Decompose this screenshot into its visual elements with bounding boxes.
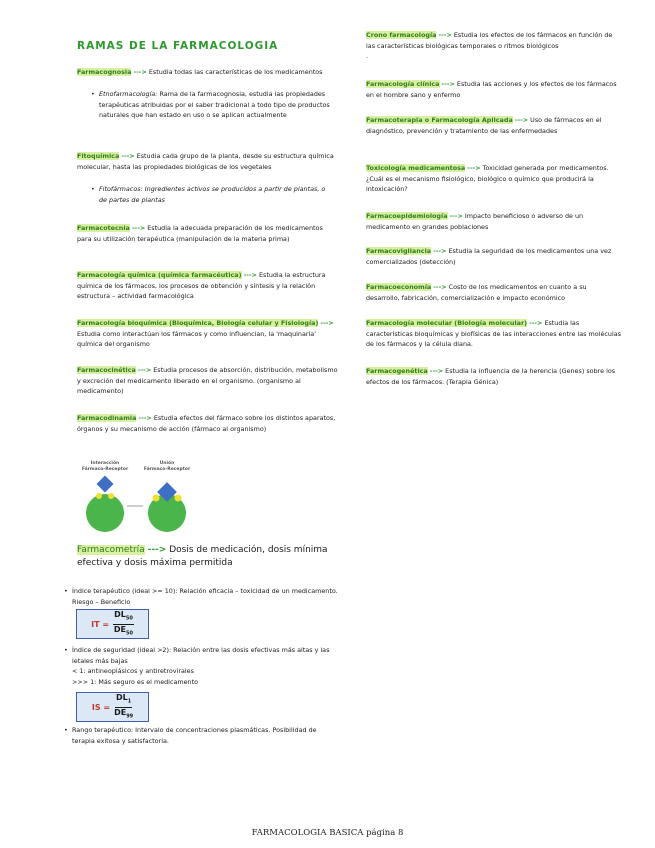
- term: Farmacología química (química farmacéutica): [77, 271, 242, 279]
- figure-label: Unión: [159, 461, 175, 466]
- term: Farmacodinamia: [77, 414, 137, 422]
- bullet-extra: < 1: antineoplásicos y antiretrovirales: [72, 667, 194, 676]
- term: Farmacoeconomía: [366, 283, 432, 291]
- arrow: --->: [433, 283, 447, 291]
- term: Fitofármacos:: [99, 185, 143, 193]
- term: Farmacogenética: [366, 367, 428, 375]
- figure-label: Fármaco-Receptor: [81, 467, 129, 472]
- figure-label: Fármaco-Receptor: [143, 467, 191, 472]
- description: Estudia los efectos de los fármacos en función de las características biológicas temporales o ritmos biológicos: [366, 31, 613, 50]
- description: Ingredientes activos se producidos a partir de plantas, o de partes de plantas: [99, 185, 326, 204]
- description: Estudia las acciones y los efectos de los fármacos en el hombre sano y enfermo: [366, 80, 617, 99]
- sub-fitofarmacos: [77, 184, 329, 205]
- binding-site-icon: [175, 495, 182, 502]
- receptor-circle-icon: [86, 494, 124, 532]
- drug-receptor-figure: [77, 458, 197, 533]
- entry-crono-farmacologia: [366, 30, 622, 62]
- description: Impacto beneficioso o adverso de un medicamento en grandes poblaciones: [366, 212, 584, 231]
- description: Rama de la farmacognosia, estudia las propiedades terapéuticas atribuidas por el saber tradicional a todo tipo de productos naturales que han estado en uso o se aplican actualmente: [99, 90, 330, 120]
- entry-farmacovigilancia: [366, 246, 622, 267]
- formula-it: [76, 609, 149, 639]
- drug-diamond-icon: [97, 476, 114, 493]
- formula-fraction: [114, 693, 133, 721]
- term: Etnofarmacología:: [99, 90, 158, 98]
- numerator-sub: 50: [125, 615, 133, 622]
- arrow: --->: [449, 212, 463, 220]
- page-title: RAMAS DE LA FARMACOLOGIA: [77, 40, 279, 52]
- arrow: --->: [243, 271, 257, 279]
- entry-farmacologia-clinica: [366, 79, 622, 100]
- term: Toxicología medicamentosa: [366, 164, 466, 172]
- binding-site-icon: [96, 493, 102, 499]
- entry-farmacognosia: [77, 67, 339, 78]
- trailing-mark: .: [366, 52, 369, 61]
- description: Estudia las características bioquímicas y biofísicas de las interacciones entre las moléculas de los fármacos y la célula diana.: [366, 319, 621, 349]
- arrow: --->: [320, 319, 334, 327]
- entry-farmacologia-molecular: [366, 318, 622, 350]
- term: Farmacometría: [77, 545, 145, 555]
- term: Farmacocinética: [77, 366, 136, 374]
- description: Estudia la adecuada preparación de los medicamentos para su utilización terapéutica (manipulación de la materia prima): [77, 224, 323, 243]
- arrow: --->: [438, 31, 452, 39]
- description: Estudia efectos del fármaco sobre los distintos aparatos, órganos y su mecanismo de acción (fármaco al organismo): [77, 414, 336, 433]
- description: Estudia como interactúan los fármacos y como influencian, la 'maquinaria' química del organismo: [77, 329, 316, 349]
- description: Costo de los medicamentos en cuanto a su desarrollo, fabricación, comercialización e impacto económico: [366, 283, 587, 302]
- bullet-icon: •: [91, 185, 95, 193]
- term: Crono farmacología: [366, 31, 437, 39]
- page-footer: FARMACOLOGIA BASICA página 8: [251, 828, 404, 838]
- entry-farmacologia-bioquimica: [77, 318, 339, 350]
- description: Estudia procesos de absorción, distribución, metabolismo y excreción del medicamento liberado en el organismo. (organismo al medicamento): [77, 366, 338, 396]
- bullet-icon: •: [64, 646, 68, 654]
- entry-farmacoeconomia: [366, 282, 622, 303]
- arrow: --->: [467, 164, 481, 172]
- arrow: --->: [514, 116, 529, 124]
- entry-farmacodinamia: [77, 413, 339, 434]
- entry-farmacotecnia: [77, 223, 339, 244]
- bullet-text: Rango terapéutico: Intervalo de concentraciones plasmáticas. Posibilidad de terapia exitosa y satisfactoria.: [72, 726, 317, 745]
- description: Toxicidad generada por medicamentos. ¿Cuál es el mecanismo fisiológico, biológico o químico que producirá la intoxicación?: [366, 164, 609, 194]
- term: Farmacología molecular (Biología molecular): [366, 319, 528, 327]
- term: Farmacoepidemiología: [366, 212, 448, 220]
- term: Farmacoterapia o Farmacología Aplicada: [366, 116, 513, 124]
- arrow: --->: [429, 367, 444, 375]
- denominator: DE: [113, 624, 127, 634]
- description: Estudia cada grupo de la planta, desde su estructura química molecular, hasta las propiedades biológicas de los vegetales: [77, 152, 334, 171]
- denominator-sub: 50: [126, 630, 133, 637]
- term: Farmacovigilancia: [366, 247, 432, 255]
- entry-farmacogenetica: [366, 366, 622, 387]
- term: Farmacotecnia: [77, 224, 130, 232]
- binding-site-icon: [108, 493, 114, 499]
- formula-lhs: IT =: [91, 619, 110, 629]
- numerator: DL: [116, 692, 128, 702]
- bullet-extra: >>> 1: Más seguro es el medicamento: [72, 677, 199, 686]
- bullet-indice-terapeutico: [64, 586, 340, 607]
- arrow: --->: [121, 152, 135, 160]
- entry-farmacologia-quimica: [77, 270, 339, 302]
- description: Estudia la estructura química de los fármacos, los procesos de obtención y síntesis y la relación estructura – actividad farmacológica: [77, 271, 326, 301]
- figure-label: Interacción: [90, 461, 120, 466]
- arrow: --->: [131, 224, 146, 232]
- arrow: --->: [133, 68, 147, 76]
- arrow: --->: [441, 80, 455, 88]
- formula-lhs: IS =: [91, 702, 111, 712]
- sub-etnofarmacologia: [77, 89, 339, 121]
- description: Estudia la influencia de la herencia (Genes) sobre los efectos de los fármacos. (Terapia Génica): [366, 367, 616, 386]
- entry-fitoquimica: [77, 151, 339, 172]
- bullet-icon: •: [64, 726, 68, 734]
- term: Farmacología bioquímica (Bioquímica, Biología celular y Fisiología): [77, 319, 319, 327]
- arrow: --->: [529, 319, 543, 327]
- term: Farmacognosia: [77, 68, 132, 76]
- denominator: DE: [114, 707, 127, 717]
- bullet-text: Índice terapéutico (ideal >= 10): Relación eficacia – toxicidad de un medicamento. Riesgo – Beneficio: [72, 587, 338, 606]
- formula-fraction: [113, 610, 134, 638]
- bullet-icon: •: [64, 587, 68, 595]
- term: Farmacología clínica: [366, 80, 440, 88]
- entry-farmacocinetica: [77, 365, 339, 397]
- entry-farmacoterapia: [366, 115, 622, 136]
- entry-toxicologia: [366, 163, 622, 195]
- formula-is: [76, 692, 149, 722]
- arrow: --->: [147, 545, 167, 555]
- bullet-indice-seguridad: [64, 645, 340, 687]
- bullet-icon: •: [91, 90, 95, 98]
- entry-farmacoepidemiologia: [366, 211, 622, 232]
- denominator-sub: 99: [126, 713, 134, 720]
- arrow: --->: [137, 366, 152, 374]
- description: Dosis de medicación, dosis mínima efectiva y dosis máxima permitida: [77, 545, 328, 568]
- arrow: --->: [433, 247, 447, 255]
- bullet-rango-terapeutico: [64, 725, 340, 746]
- numerator: DL: [114, 609, 126, 619]
- term: Fitoquímica: [77, 152, 120, 160]
- binding-site-icon: [153, 495, 160, 502]
- numerator-sub: 1: [127, 698, 132, 705]
- entry-farmacometria: [77, 544, 347, 570]
- arrow: --->: [138, 414, 152, 422]
- description: Uso de fármacos en el diagnóstico, prevención y tratamiento de las enfermedades: [366, 116, 602, 135]
- description: Estudia la seguridad de los medicamentos una vez comercializados (detección): [366, 247, 612, 266]
- bullet-text: Índice de seguridad (ideal >2): Relación entre las dosis efectivas más altas y las letales más bajas: [72, 646, 330, 665]
- description: Estudia todas las características de los medicamentos: [148, 68, 323, 76]
